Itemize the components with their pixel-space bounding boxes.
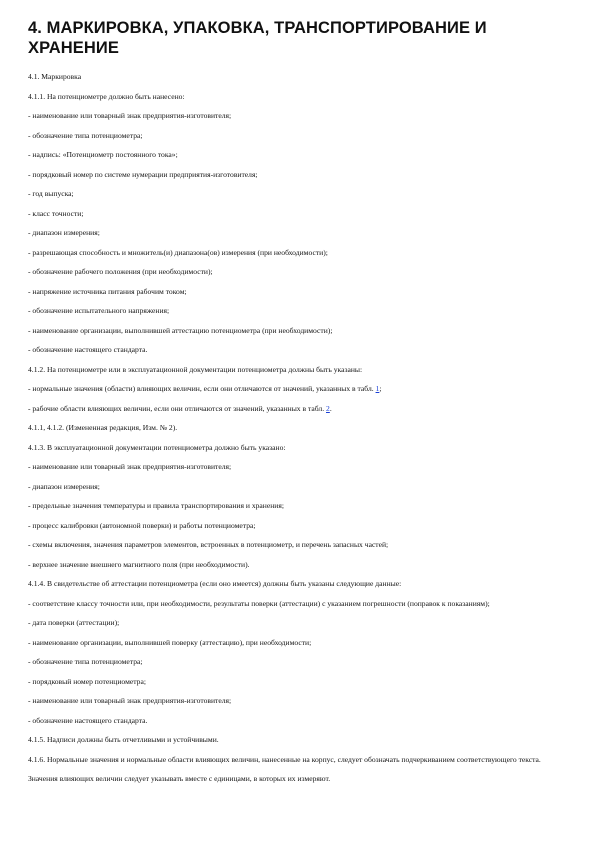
list-item: - наименование или товарный знак предприятия-изготовителя; <box>28 696 232 705</box>
list-item: - класс точности; <box>28 208 84 218</box>
list-item-ref-table-2: - рабочие области влияющих величин, если они отличаются от значений, указанных в табл. 2. <box>28 403 332 413</box>
list-item: - наименование организации, выполнившей поверку (аттестацию), при необходимости; <box>28 637 312 647</box>
clause-4-1-2: 4.1.2. На потенциометре или в эксплуатационной документации потенциометра должны быть указаны: <box>28 364 363 374</box>
list-item: - напряжение источника питания рабочим током; <box>28 286 187 296</box>
list-item: - порядковый номер потенциометра; <box>28 676 146 686</box>
list-item: - обозначение рабочего положения (при необходимости); <box>28 267 213 276</box>
list-item: - соответствие классу точности или, при необходимости, результаты поверки (аттестации) с указанием погрешности (поправок к показаниям); <box>28 598 490 608</box>
clause-4-1-5: 4.1.5. Надписи должны быть отчетливыми и устойчивыми. <box>28 735 219 744</box>
clause-4-1-4: 4.1.4. В свидетельстве об аттестации потенциометра (если оно имеется) должны быть указаны следующие данные: <box>28 579 402 588</box>
list-item: - диапазон измерения; <box>28 481 100 491</box>
list-item: - наименование организации, выполнившей аттестацию потенциометра (при необходимости); <box>28 325 333 335</box>
list-item: - надпись: «Потенциометр постоянного тока»; <box>28 150 178 159</box>
list-item: - наименование или товарный знак предприятия-изготовителя; <box>28 111 232 120</box>
table-2-link[interactable]: 2 <box>326 403 330 413</box>
list-item: - верхнее значение внешнего магнитного поля (при необходимости). <box>28 559 250 569</box>
list-item: - разрешающая способность и множитель(и) диапазона(ов) измерения (при необходимости); <box>28 247 328 257</box>
list-item-ref-table-1: - нормальные значения (области) влияющих величин, если они отличаются от значений, указанных в табл. 1; <box>28 384 382 393</box>
list-item: - год выпуска; <box>28 189 74 198</box>
clause-4-1-3: 4.1.3. В эксплуатационной документации потенциометра должно быть указано: <box>28 442 286 452</box>
list-item: - схемы включения, значения параметров элементов, встроенных в потенциометр, и перечень запасных частей; <box>28 540 389 549</box>
list-item: - диапазон измерения; <box>28 228 100 237</box>
list-item: - процесс калибровки (автономной поверки) и работы потенциометра; <box>28 520 256 530</box>
list-item: - дата поверки (аттестации); <box>28 618 120 627</box>
table-1-link[interactable]: 1 <box>375 384 380 393</box>
clause-4-1-6: 4.1.6. Нормальные значения и нормальные области влияющих величин, нанесенные на корпус, следует обозначать подчеркиванием соответствующего текста. <box>28 754 541 764</box>
list-item: - обозначение настоящего стандарта. <box>28 345 148 354</box>
list-item: - обозначение настоящего стандарта. <box>28 715 148 725</box>
list-item: - обозначение испытательного напряжения; <box>28 306 170 315</box>
list-item: - обозначение типа потенциометра; <box>28 130 143 140</box>
document-body <box>28 72 565 784</box>
list-item: - предельные значения температуры и правила транспортирования и хранения; <box>28 501 284 510</box>
section-heading-marking: 4.1. Маркировка <box>28 72 82 81</box>
paragraph: Значения влияющих величин следует указывать вместе с единицами, в которых их измеряют. <box>28 774 331 783</box>
list-item: - обозначение типа потенциометра; <box>28 657 143 666</box>
page-title: 4. МАРКИРОВКА, УПАКОВКА, ТРАНСПОРТИРОВАНИЕ И ХРАНЕНИЕ <box>28 19 487 57</box>
amendment-note: 4.1.1, 4.1.2. (Измененная редакция, Изм. № 2). <box>28 423 178 432</box>
clause-4-1-1: 4.1.1. На потенциометре должно быть нанесено: <box>28 91 185 101</box>
list-item: - наименование или товарный знак предприятия-изготовителя; <box>28 462 232 471</box>
list-item: - порядковый номер по системе нумерации предприятия-изготовителя; <box>28 169 258 179</box>
